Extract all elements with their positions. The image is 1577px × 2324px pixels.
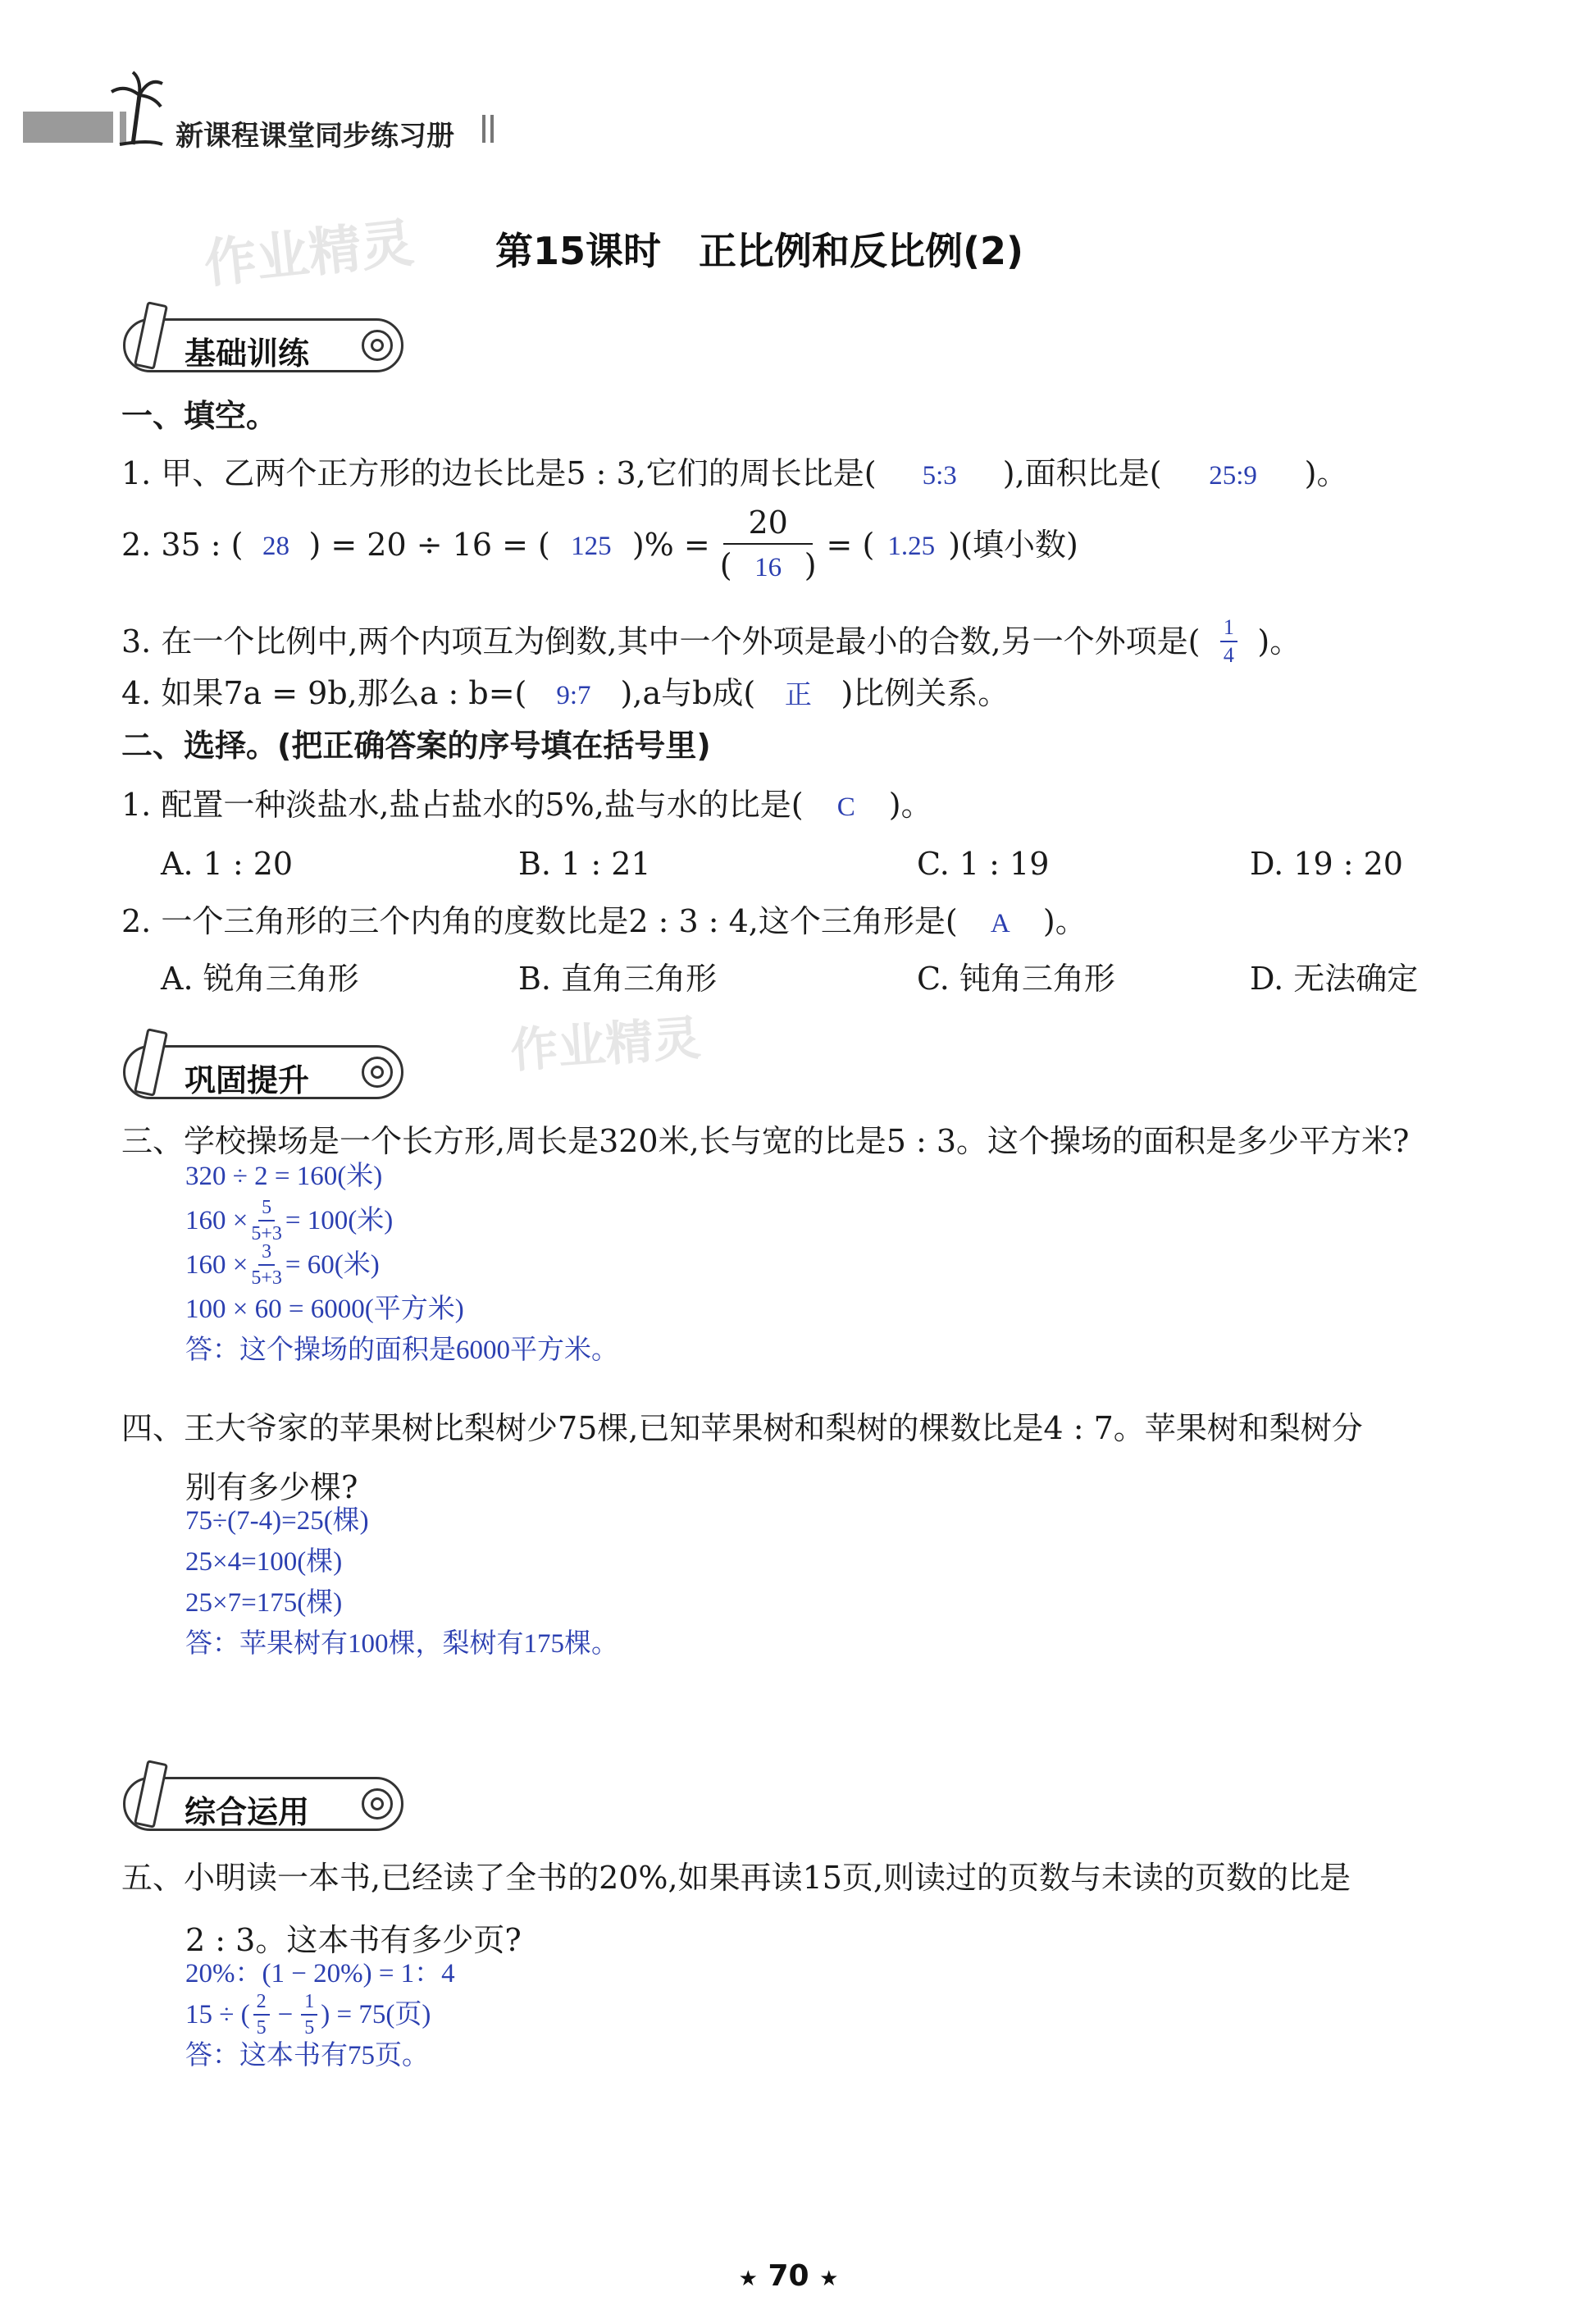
ring-icon bbox=[362, 330, 393, 361]
pencil-icon bbox=[134, 301, 168, 370]
option-b: B. 1 : 21 bbox=[518, 846, 651, 882]
solution-step: 20%：(1 − 20%) = 1：4 bbox=[185, 1959, 455, 1988]
q-text: )比例关系。 bbox=[841, 675, 1010, 711]
math-text: − bbox=[277, 1999, 294, 2030]
solution-step: 25×4=100(棵) bbox=[185, 1547, 343, 1577]
part2-question-1 bbox=[121, 789, 932, 821]
q-text: )% = bbox=[631, 526, 710, 563]
option-c: C. 钝角三角形 bbox=[917, 961, 1115, 997]
option-d: D. 无法确定 bbox=[1250, 961, 1419, 997]
lesson-title: 第15课时 正比例和反比例(2) bbox=[495, 229, 1024, 273]
math-text: = 60(米) bbox=[285, 1249, 380, 1280]
part1-question-4 bbox=[121, 675, 1010, 711]
answer: 5:3 bbox=[922, 461, 957, 491]
solution-answer: 答：这本书有75页。 bbox=[185, 2041, 429, 2071]
q-text: )。 bbox=[1042, 903, 1087, 939]
q-text: )(填小数) bbox=[948, 526, 1078, 563]
header-series-title: 新课程课堂同步练习册 bbox=[175, 120, 454, 153]
header-bar bbox=[23, 112, 113, 143]
answer: 25:9 bbox=[1209, 461, 1257, 491]
answer-denominator: 4 bbox=[1223, 643, 1234, 667]
part5-question: 五、小明读一本书,已经读了全书的20%,如果再读15页,则读过的页数与未读的页数的比是 bbox=[121, 1860, 1351, 1896]
answer: 28 bbox=[262, 532, 289, 561]
answer: 1.25 bbox=[887, 532, 936, 561]
solution-step: 320 ÷ 2 = 160(米) bbox=[185, 1162, 383, 1191]
pencil-icon bbox=[134, 1028, 168, 1097]
solution-answer: 答：苹果树有100棵，梨树有175棵。 bbox=[185, 1629, 618, 1659]
part4-question: 四、王大爷家的苹果树比梨树少75棵,已知苹果树和梨树的棵数比是4 : 7。苹果树和梨树分 bbox=[121, 1410, 1363, 1446]
math-text: = 100(米) bbox=[285, 1205, 394, 1235]
solution-answer: 答：这个操场的面积是6000平方米。 bbox=[185, 1336, 618, 1365]
part5-question-cont: 2 : 3。这本书有多少页? bbox=[185, 1922, 522, 1958]
fraction-numerator: 2 bbox=[253, 1992, 270, 2016]
option-d: D. 19 : 20 bbox=[1250, 846, 1403, 882]
part2-heading: 二、选择。(把正确答案的序号填在括号里) bbox=[121, 728, 711, 764]
section-label: 综合运用 bbox=[185, 1794, 310, 1830]
answer: C bbox=[836, 792, 855, 822]
q-text: 2. 35 : ( bbox=[121, 526, 244, 563]
fraction-numerator: 1 bbox=[301, 1992, 317, 2016]
q-text: = ( bbox=[826, 526, 875, 563]
ring-icon bbox=[362, 1057, 393, 1088]
part1-question-3 bbox=[121, 617, 1301, 666]
q-text: 1. 配置一种淡盐水,盐占盐水的5%,盐与水的比是( bbox=[121, 787, 804, 823]
section-badge-apply bbox=[123, 1777, 403, 1831]
math-text: 160 × bbox=[185, 1249, 248, 1280]
palm-tree-icon bbox=[108, 71, 166, 146]
star-icon: ★ bbox=[738, 2267, 758, 2291]
header-double-bar bbox=[482, 115, 485, 143]
watermark: 作业精灵 bbox=[201, 212, 417, 296]
answer-numerator: 1 bbox=[1220, 617, 1237, 642]
fraction-denominator: 5+3 bbox=[251, 1267, 282, 1289]
part1-question-1 bbox=[121, 455, 1348, 491]
option-a: A. 锐角三角形 bbox=[161, 961, 359, 997]
math-text: 15 ÷ ( bbox=[185, 1999, 250, 2030]
q-text: ),面积比是( bbox=[1002, 455, 1162, 491]
math-text: ) = 75(页) bbox=[321, 1999, 431, 2030]
fraction-numerator: 3 bbox=[258, 1242, 275, 1266]
section-badge-consolidate bbox=[123, 1045, 403, 1099]
solution-step bbox=[185, 1242, 380, 1288]
q-text: ),a与b成( bbox=[620, 675, 756, 711]
q-text: ) bbox=[804, 547, 817, 583]
fraction-denominator: 5 bbox=[256, 2017, 267, 2039]
part1-question-2 bbox=[121, 507, 1078, 582]
answer: 125 bbox=[571, 532, 612, 561]
q-text: )。 bbox=[1257, 623, 1301, 660]
fraction-denominator: 5+3 bbox=[251, 1223, 282, 1244]
q-text: 1. 甲、乙两个正方形的边长比是5 : 3,它们的周长比是( bbox=[121, 455, 877, 491]
section-badge-basic bbox=[123, 318, 403, 372]
q-text: 3. 在一个比例中,两个内项互为倒数,其中一个外项是最小的合数,另一个外项是( bbox=[121, 623, 1201, 660]
watermark: 作业精灵 bbox=[508, 1009, 703, 1079]
star-icon: ★ bbox=[819, 2267, 839, 2291]
math-text: 160 × bbox=[185, 1205, 248, 1235]
answer: 9:7 bbox=[556, 681, 591, 710]
q-text: )。 bbox=[1304, 455, 1348, 491]
header-double-bar bbox=[490, 115, 494, 143]
solution-step bbox=[185, 1992, 431, 2038]
q-text: ) = 20 ÷ 16 = ( bbox=[308, 526, 550, 563]
solution-step: 25×7=175(棵) bbox=[185, 1588, 343, 1618]
option-b: B. 直角三角形 bbox=[518, 961, 718, 997]
part4-question-cont: 别有多少棵? bbox=[185, 1469, 358, 1505]
option-a: A. 1 : 20 bbox=[161, 846, 294, 882]
q-text: 4. 如果7a = 9b,那么a : b=( bbox=[121, 675, 527, 711]
answer: 16 bbox=[754, 553, 782, 582]
solution-step: 75÷(7-4)=25(棵) bbox=[185, 1506, 369, 1536]
fraction-numerator: 5 bbox=[258, 1198, 275, 1221]
solution-step bbox=[185, 1198, 393, 1244]
pencil-icon bbox=[134, 1760, 168, 1829]
q-text: )。 bbox=[888, 787, 932, 823]
part1-heading: 一、填空。 bbox=[121, 398, 278, 434]
page-number bbox=[0, 2259, 1577, 2293]
solution-step: 100 × 60 = 6000(平方米) bbox=[185, 1294, 464, 1324]
part2-question-2 bbox=[121, 903, 1087, 939]
q-text: ( bbox=[719, 547, 732, 583]
fraction-denominator: 5 bbox=[304, 2017, 315, 2039]
ring-icon bbox=[362, 1788, 393, 1819]
answer: A bbox=[990, 909, 1010, 938]
section-label: 基础训练 bbox=[185, 336, 310, 372]
fraction-numerator: 20 bbox=[723, 507, 812, 545]
part3-question: 三、学校操场是一个长方形,周长是320米,长与宽的比是5 : 3。这个操场的面积是多少平方米? bbox=[121, 1123, 1410, 1159]
q-text: 2. 一个三角形的三个内角的度数比是2 : 3 : 4,这个三角形是( bbox=[121, 903, 958, 939]
page-number-text: 70 bbox=[768, 2259, 809, 2293]
section-label: 巩固提升 bbox=[185, 1062, 310, 1098]
option-c: C. 1 : 19 bbox=[917, 846, 1050, 882]
answer: 正 bbox=[784, 681, 812, 710]
